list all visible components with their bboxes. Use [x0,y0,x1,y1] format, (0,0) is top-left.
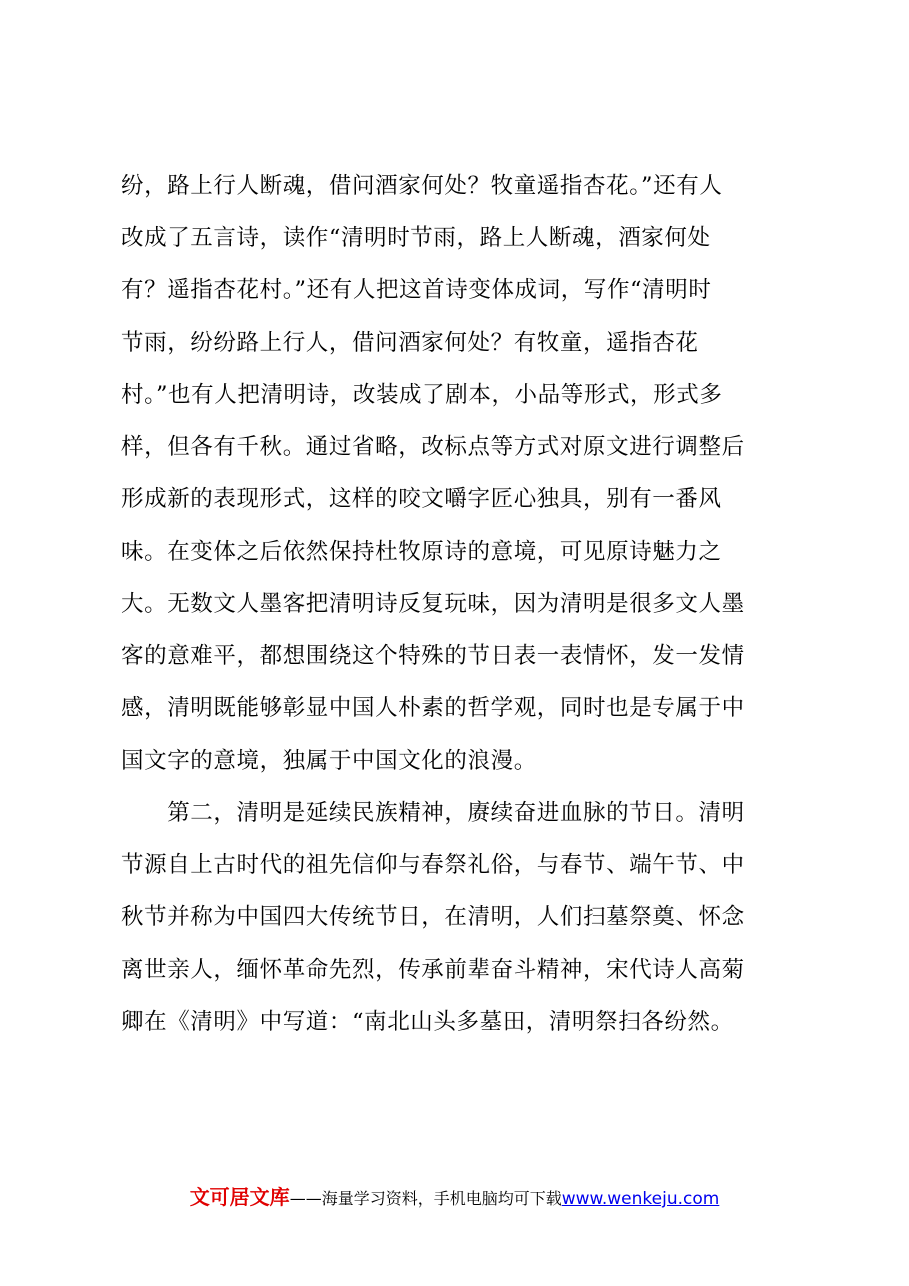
text-line: 秋节并称为中国四大传统节日，在清明，人们扫墓祭奠、怀念 [121,904,745,930]
footer-website-link[interactable]: www.wenkeju.com [561,1189,720,1209]
text-line: 国文字的意境，独属于中国文化的浪漫。 [121,748,537,774]
footer-tagline: ——海量学习资料，手机电脑均可下载 [289,1189,562,1208]
text-line: 形成新的表现形式，这样的咬文嚼字匠心独具，别有一番风 [121,486,722,512]
page-footer [0,1181,909,1210]
text-line: 有？遥指杏花村。”还有人把这首诗变体成词，写作“清明时 [121,277,712,303]
text-line: 大。无数文人墨客把清明诗反复玩味，因为清明是很多文人墨 [121,591,745,617]
text-line: 村。”也有人把清明诗，改装成了剧本，小品等形式，形式多 [121,382,723,408]
text-line: 味。在变体之后依然保持杜牧原诗的意境，可见原诗魅力之 [121,539,722,565]
text-line: 节源自上古时代的祖先信仰与春祭礼俗，与春节、端午节、中 [121,852,745,878]
text-line: 卿在《清明》中写道：“南北山头多墓田，清明祭扫各纷然。 [121,1009,734,1035]
text-line: 感，清明既能够彰显中国人朴素的哲学观，同时也是专属于中 [121,695,745,721]
text-line: 离世亲人，缅怀革命先烈，传承前辈奋斗精神，宋代诗人高菊 [121,957,745,983]
text-line: 样，但各有千秋。通过省略，改标点等方式对原文进行调整后 [121,434,745,460]
text-line: 纷，路上行人断魂，借问酒家何处？牧童遥指杏花。”还有人 [121,173,723,199]
text-line: 客的意难平，都想围绕这个特殊的节日表一表情怀，发一发情 [121,643,745,669]
text-line: 第二，清明是延续民族精神，赓续奋进血脉的节日。清明 [121,800,745,826]
text-line: 节雨，纷纷路上行人，借问酒家何处？有牧童，遥指杏花 [121,330,699,356]
footer-brand: 文可居文库 [189,1185,290,1209]
text-line: 改成了五言诗，读作“清明时节雨，路上人断魂，酒家何处 [121,225,711,251]
